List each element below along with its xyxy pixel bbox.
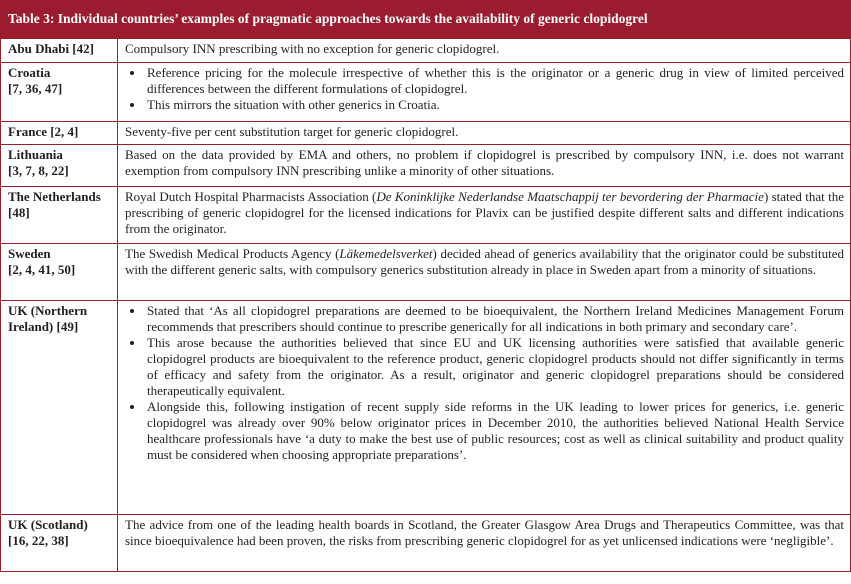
approach-cell: The advice from one of the leading health boards in Scotland, the Greater Glasgow Area Drugs and Therapeutics Committee, was that since bioequivalence had been proven, the risks from prescribing generic clopidogrel for as yet unlicensed indications were ‘negligible’.	[118, 515, 851, 572]
approach-text: Royal Dutch Hospital Pharmacists Association (	[125, 189, 377, 204]
table-row	[1, 145, 851, 187]
country-name: UK (Northern Ireland) [49]	[8, 303, 88, 334]
table-row	[1, 122, 851, 145]
country-cell	[1, 63, 118, 122]
country-cell	[1, 244, 118, 301]
bullet-item: • Alongside this, following instigation of recent supply side reforms in the UK leading to lower prices for generics, i.e. generic clopidogrel was already over 90% below originator prices in December 2010, the authorities believed National Health Service healthcare professionals have ‘a duty to make the best use of public resources; cost as well as clinical suitability and product quality must be considered when choosing appropriate preparations’.	[145, 399, 844, 463]
country-name: Sweden	[8, 246, 51, 261]
approach-text: ) stated that the prescribing of generic clopidogrel for the licensed indications for Plavix can be justified despite different salts and different indications from the originator.	[125, 189, 844, 236]
table-row	[1, 244, 851, 301]
table-row	[1, 187, 851, 244]
approach-cell: Seventy-five per cent substitution target for generic clopidogrel.	[118, 122, 851, 145]
country-name: The Netherlands	[8, 189, 101, 204]
table-row	[1, 301, 851, 515]
country-name: UK (Scotland)	[8, 517, 88, 532]
approach-cell	[118, 244, 851, 301]
bullet-list	[125, 65, 844, 113]
table-caption: Table 3: Individual countries’ examples of pragmatic approaches towards the availability of generic clopidogrel	[0, 0, 851, 38]
country-cell	[1, 145, 118, 187]
approach-text: ) decided ahead of generics availability that the originator could be substituted with the different generic salts, with compulsory generics substitution already in place in Sweden apart from a minority of situations.	[125, 246, 844, 277]
approach-cell	[118, 63, 851, 122]
bullet-item: • This mirrors the situation with other generics in Croatia.	[145, 97, 844, 113]
approach-cell	[118, 187, 851, 244]
bullet-list	[125, 303, 844, 463]
country-refs: [48]	[8, 205, 30, 220]
approach-italic-name: De Koninklijke Nederlandse Maatschappij ter bevordering der Pharmacie	[376, 189, 764, 204]
country-name: France [2, 4]	[8, 124, 79, 139]
country-cell	[1, 515, 118, 572]
table-row	[1, 63, 851, 122]
bullet-item: • This arose because the authorities believed that since EU and UK licensing authorities were satisfied that available generic clopidogrel products are bioequivalent to the reference product, generic clopidogrel products should not differ significantly in terms of efficacy and safety from the originator. As a result, originator and generic clopidogrel preparations should be considered therapeutically equivalent.	[145, 335, 844, 399]
table-row	[1, 39, 851, 63]
country-cell	[1, 187, 118, 244]
country-name: Lithuania	[8, 147, 63, 162]
approach-cell	[118, 301, 851, 515]
country-cell	[1, 39, 118, 63]
bullet-item: • Reference pricing for the molecule irrespective of whether this is the originator or a generic drug in view of limited perceived differences between the different formulations of clopidogrel.	[145, 65, 844, 97]
country-refs: [2, 4, 41, 50]	[8, 262, 76, 277]
bullet-item: • Stated that ‘As all clopidogrel preparations are deemed to be bioequivalent, the Northern Ireland Medicines Management Forum recommends that prescribers should continue to prescribe generically for all indications in both primary and secondary care’.	[145, 303, 844, 335]
approach-cell: Compulsory INN prescribing with no exception for generic clopidogrel.	[118, 39, 851, 63]
country-cell	[1, 122, 118, 145]
approach-cell: Based on the data provided by EMA and others, no problem if clopidogrel is prescribed by compulsory INN, i.e. does not warrant exemption from compulsory INN prescribing unlike a minority of other situations.	[118, 145, 851, 187]
country-name: Abu Dhabi [42]	[8, 41, 94, 56]
country-refs: [7, 36, 47]	[8, 81, 63, 96]
approach-text: The Swedish Medical Products Agency (	[125, 246, 340, 261]
countries-table	[0, 38, 851, 572]
country-cell	[1, 301, 118, 515]
country-name: Croatia	[8, 65, 51, 80]
table-row	[1, 515, 851, 572]
country-refs: [3, 7, 8, 22]	[8, 163, 69, 178]
country-refs: [16, 22, 38]	[8, 533, 69, 548]
approach-italic-name: Läkemedelsverket	[339, 246, 433, 261]
